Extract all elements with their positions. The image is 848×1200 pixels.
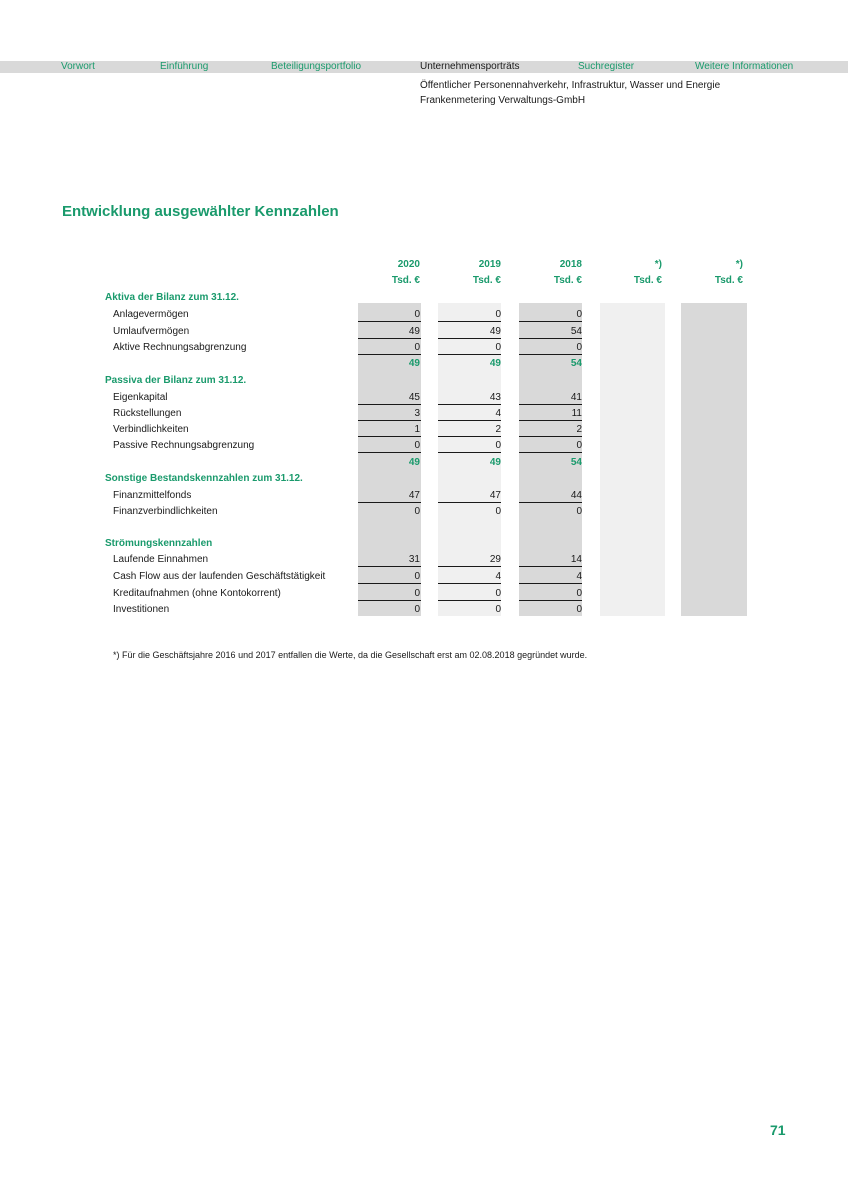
- cell-underline: [519, 420, 582, 421]
- section-total-value: 49: [489, 457, 501, 468]
- cell-underline: [519, 354, 582, 355]
- nav-link-beteiligungsportfolio[interactable]: Beteiligungsportfolio: [271, 61, 362, 72]
- section-total-value: 54: [570, 358, 582, 369]
- cell-value: 11: [571, 408, 582, 419]
- cell-underline: [438, 502, 501, 503]
- cell-value: 0: [576, 342, 582, 353]
- cell-value: 2: [495, 424, 501, 435]
- cell-value: 0: [495, 309, 501, 320]
- column-header-year: *): [654, 259, 662, 270]
- row-label: Finanzmittelfonds: [113, 490, 192, 501]
- cell-value: 43: [489, 392, 501, 403]
- page-number: 71: [770, 1122, 786, 1138]
- page-title: Entwicklung ausgewählter Kennzahlen: [62, 203, 339, 220]
- cell-value: 0: [576, 309, 582, 320]
- cell-value: 0: [414, 342, 420, 353]
- cell-value: 0: [414, 588, 420, 599]
- cell-underline: [519, 566, 582, 567]
- cell-underline: [358, 420, 421, 421]
- cell-underline: [438, 338, 501, 339]
- cell-value: 0: [414, 309, 420, 320]
- cell-value: 0: [414, 604, 420, 615]
- cell-underline: [438, 420, 501, 421]
- column-background-5: [681, 303, 747, 616]
- row-label: Aktive Rechnungsabgrenzung: [113, 342, 247, 353]
- section-total-value: 49: [408, 457, 420, 468]
- row-label: Laufende Einnahmen: [113, 554, 209, 565]
- cell-underline: [438, 404, 501, 405]
- row-label: Kreditaufnahmen (ohne Kontokorrent): [113, 588, 281, 599]
- cell-underline: [519, 583, 582, 584]
- row-label: Cash Flow aus der laufenden Geschäftstätigkeit: [113, 571, 326, 582]
- cell-underline: [519, 321, 582, 322]
- cell-underline: [438, 583, 501, 584]
- section-heading: Passiva der Bilanz zum 31.12.: [105, 375, 247, 386]
- row-label: Umlaufvermögen: [113, 326, 190, 337]
- cell-underline: [438, 354, 501, 355]
- cell-value: 41: [570, 392, 582, 403]
- cell-underline: [358, 321, 421, 322]
- cell-value: 0: [414, 440, 420, 451]
- row-label: Anlagevermögen: [113, 309, 189, 320]
- nav-link-weitere-informationen[interactable]: Weitere Informationen: [695, 61, 794, 72]
- cell-underline: [358, 436, 421, 437]
- nav-link-einfuehrung[interactable]: Einführung: [160, 61, 209, 72]
- cell-underline: [519, 338, 582, 339]
- cell-value: 0: [495, 588, 501, 599]
- breadcrumb-company: Frankenmetering Verwaltungs-GmbH: [420, 95, 586, 106]
- cell-value: 31: [408, 554, 420, 565]
- cell-value: 0: [495, 440, 501, 451]
- cell-underline: [358, 404, 421, 405]
- row-label: Investitionen: [113, 604, 170, 615]
- cell-underline: [519, 600, 582, 601]
- column-header-unit: Tsd. €: [391, 275, 420, 286]
- cell-underline: [358, 566, 421, 567]
- cell-value: 47: [408, 490, 420, 501]
- cell-underline: [519, 404, 582, 405]
- cell-underline: [358, 600, 421, 601]
- cell-value: 0: [414, 571, 420, 582]
- cell-underline: [438, 436, 501, 437]
- row-label: Verbindlichkeiten: [113, 424, 189, 435]
- cell-value: 29: [489, 554, 501, 565]
- cell-value: 0: [414, 506, 420, 517]
- cell-underline: [438, 600, 501, 601]
- row-label: Passive Rechnungsabgrenzung: [113, 440, 255, 451]
- cell-value: 4: [495, 571, 501, 582]
- cell-value: 0: [495, 604, 501, 615]
- cell-underline: [438, 452, 501, 453]
- column-header-unit: Tsd. €: [633, 275, 662, 286]
- cell-underline: [519, 452, 582, 453]
- cell-value: 49: [489, 326, 501, 337]
- cell-underline: [519, 436, 582, 437]
- column-header-unit: Tsd. €: [714, 275, 743, 286]
- row-label: Eigenkapital: [113, 392, 168, 403]
- section-heading: Strömungskennzahlen: [105, 538, 213, 549]
- cell-value: 0: [576, 506, 582, 517]
- cell-underline: [358, 338, 421, 339]
- section-heading: Sonstige Bestandskennzahlen zum 31.12.: [105, 473, 303, 484]
- nav-link-suchregister[interactable]: Suchregister: [578, 61, 635, 72]
- cell-underline: [358, 583, 421, 584]
- column-header-year: *): [735, 259, 743, 270]
- cell-value: 3: [414, 408, 420, 419]
- cell-value: 44: [570, 490, 582, 501]
- column-header-year: 2019: [478, 259, 501, 270]
- cell-underline: [358, 502, 421, 503]
- footnote: *) Für die Geschäftsjahre 2016 und 2017 entfallen die Werte, da die Gesellschaft erst am 02.08.2018 gegründet wurde.: [113, 650, 588, 660]
- cell-value: 0: [495, 506, 501, 517]
- cell-value: 49: [408, 326, 420, 337]
- cell-value: 0: [576, 440, 582, 451]
- cell-underline: [358, 354, 421, 355]
- section-total-value: 49: [408, 358, 420, 369]
- nav-link-unternehmensportraets[interactable]: Unternehmensporträts: [420, 61, 520, 72]
- cell-value: 14: [570, 554, 582, 565]
- breadcrumb-category: Öffentlicher Personennahverkehr, Infrastruktur, Wasser und Energie: [420, 80, 721, 91]
- column-header-unit: Tsd. €: [472, 275, 501, 286]
- cell-value: 45: [408, 392, 420, 403]
- cell-underline: [358, 452, 421, 453]
- cell-value: 47: [489, 490, 501, 501]
- cell-value: 2: [576, 424, 582, 435]
- cell-value: 1: [414, 424, 420, 435]
- cell-value: 4: [576, 571, 582, 582]
- column-header-unit: Tsd. €: [553, 275, 582, 286]
- cell-underline: [438, 321, 501, 322]
- cell-underline: [438, 566, 501, 567]
- section-total-value: 49: [489, 358, 501, 369]
- cell-value: 0: [576, 588, 582, 599]
- column-header-year: 2020: [397, 259, 420, 270]
- column-header-year: 2018: [559, 259, 582, 270]
- column-background-4: [600, 303, 665, 616]
- cell-value: 4: [495, 408, 501, 419]
- section-heading: Aktiva der Bilanz zum 31.12.: [105, 292, 239, 303]
- row-label: Finanzverbindlichkeiten: [113, 506, 218, 517]
- cell-value: 0: [576, 604, 582, 615]
- cell-underline: [519, 502, 582, 503]
- section-total-value: 54: [570, 457, 582, 468]
- nav-link-vorwort[interactable]: Vorwort: [61, 61, 95, 72]
- row-label: Rückstellungen: [113, 408, 182, 419]
- cell-value: 0: [495, 342, 501, 353]
- cell-value: 54: [570, 326, 582, 337]
